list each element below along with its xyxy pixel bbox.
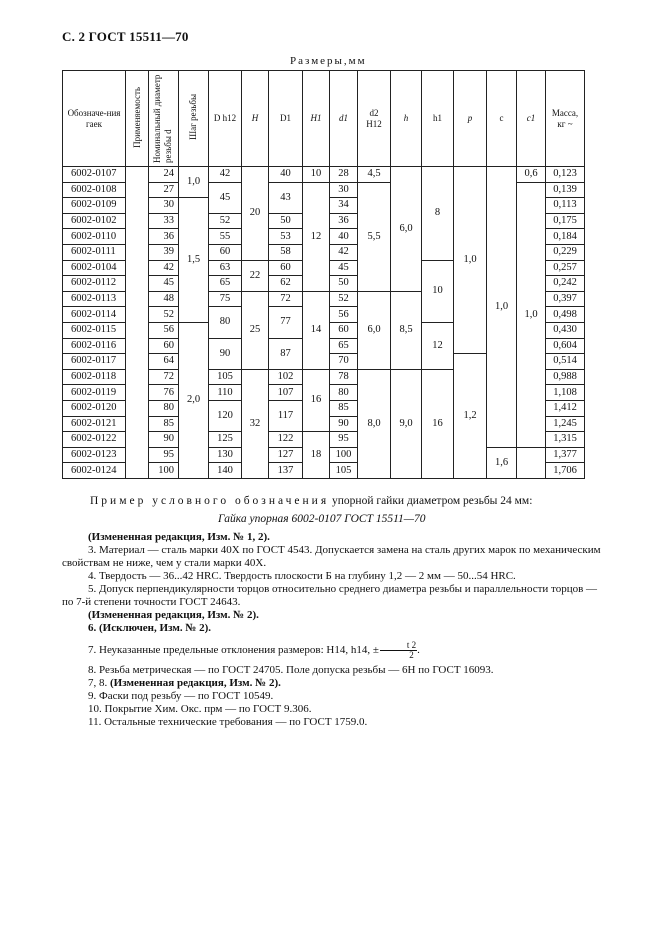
cell-D1: 50 <box>269 213 303 229</box>
cell-d: 42 <box>149 260 179 276</box>
cell-d2: 5,5 <box>358 182 391 291</box>
cell-D: 55 <box>209 229 242 245</box>
cell-D1: 43 <box>269 182 303 213</box>
cell-designation: 6002-0114 <box>63 307 126 323</box>
cell-d: 39 <box>149 244 179 260</box>
cell-D: 65 <box>209 276 242 292</box>
cell-D1: 60 <box>269 260 303 276</box>
cell-mass: 1,108 <box>546 385 585 401</box>
header-d1: d1 <box>330 71 358 167</box>
clause-8: 8. Резьба метрическая — по ГОСТ 24705. Поле допуска резьбы — 6H по ГОСТ 16093. <box>88 664 494 676</box>
cell-mass: 0,123 <box>546 167 585 183</box>
example-designation: Гайка упорная 6002-0107 ГОСТ 15511—70 <box>218 513 426 525</box>
cell-D: 63 <box>209 260 242 276</box>
cell-d1: 80 <box>330 385 358 401</box>
cell-D1: 77 <box>269 307 303 338</box>
header-D1: D1 <box>269 71 303 167</box>
cell-d1: 60 <box>330 322 358 338</box>
cell-designation: 6002-0124 <box>63 463 126 479</box>
cell-d1: 34 <box>330 198 358 214</box>
cell-d: 100 <box>149 463 179 479</box>
cell-H: 22 <box>242 260 269 291</box>
example-title-rest: упорной гайки диаметром резьбы 24 мм: <box>332 495 533 507</box>
cell-d: 48 <box>149 291 179 307</box>
cell-c1: 1,0 <box>517 182 546 447</box>
clause-10: 10. Покрытие Хим. Окс. прм — по ГОСТ 9.306. <box>88 703 312 715</box>
cell-D1: 137 <box>269 463 303 479</box>
cell-D1: 53 <box>269 229 303 245</box>
cell-d1: 105 <box>330 463 358 479</box>
header-thread-step: Шаг резьбы <box>179 71 209 167</box>
cell-mass: 0,988 <box>546 369 585 385</box>
cell-D1: 87 <box>269 338 303 369</box>
cell-D: 60 <box>209 244 242 260</box>
cell-D: 105 <box>209 369 242 385</box>
cell-d1: 90 <box>330 416 358 432</box>
cell-H1: 10 <box>303 167 330 183</box>
cell-designation: 6002-0110 <box>63 229 126 245</box>
cell-H1: 16 <box>303 369 330 431</box>
cell-designation: 6002-0122 <box>63 432 126 448</box>
cell-D1: 58 <box>269 244 303 260</box>
cell-p: 1,0 <box>454 167 487 354</box>
cell-mass: 0,498 <box>546 307 585 323</box>
cell-mass: 1,245 <box>546 416 585 432</box>
cell-h1: 16 <box>422 369 454 478</box>
cell-H: 25 <box>242 291 269 369</box>
cell-d: 24 <box>149 167 179 183</box>
cell-d1: 45 <box>330 260 358 276</box>
cell-h1: 10 <box>422 260 454 322</box>
clause-7: 7. Неуказанные предельные отклонения размеров: H14, h14, ± $\frac{t 2}{2}$ . <box>88 640 420 660</box>
cell-D: 75 <box>209 291 242 307</box>
header-p: p <box>454 71 487 167</box>
cell-d: 72 <box>149 369 179 385</box>
cell-d1: 28 <box>330 167 358 183</box>
cell-d: 36 <box>149 229 179 245</box>
cell-D: 45 <box>209 182 242 213</box>
cell-H: 32 <box>242 369 269 478</box>
cell-D: 80 <box>209 307 242 338</box>
cell-d: 95 <box>149 447 179 463</box>
cell-step: 1,0 <box>179 167 209 198</box>
cell-d: 64 <box>149 354 179 370</box>
cell-designation: 6002-0120 <box>63 400 126 416</box>
cell-designation: 6002-0121 <box>63 416 126 432</box>
cell-c1: 0,6 <box>517 167 546 183</box>
cell-mass: 0,242 <box>546 276 585 292</box>
example-title-spaced: Пример условного обозначения <box>90 495 330 507</box>
cell-d1: 36 <box>330 213 358 229</box>
cell-designation: 6002-0117 <box>63 354 126 370</box>
cell-d: 45 <box>149 276 179 292</box>
edit-note-78: 7, 8. (Измененная редакция, Изм. № 2). <box>88 677 281 689</box>
cell-H1: 12 <box>303 182 330 291</box>
tolerance-fraction: $\frac{t 2}{2}$ <box>380 641 417 660</box>
cell-H1: 18 <box>303 432 330 479</box>
cell-D1: 107 <box>269 385 303 401</box>
cell-D1: 72 <box>269 291 303 307</box>
cell-d: 90 <box>149 432 179 448</box>
cell-designation: 6002-0111 <box>63 244 126 260</box>
cell-d1: 56 <box>330 307 358 323</box>
cell-d: 27 <box>149 182 179 198</box>
header-h1: h1 <box>422 71 454 167</box>
clause-5: 5. Допуск перпендикулярности торцов относительно среднего диаметра резьбы и параллельности торцов — по 7-й степени точности ГОСТ 24643. <box>62 583 598 608</box>
header-mass: Масса, кг ~ <box>546 71 585 167</box>
cell-step: 2,0 <box>179 322 209 478</box>
cell-d1: 100 <box>330 447 358 463</box>
cell-D: 52 <box>209 213 242 229</box>
header-d2: d2 H12 <box>358 71 391 167</box>
cell-d1: 70 <box>330 354 358 370</box>
cell-d1: 65 <box>330 338 358 354</box>
clause-6: 6. (Исключен, Изм. № 2). <box>88 622 212 634</box>
cell-mass: 0,113 <box>546 198 585 214</box>
cell-d1: 95 <box>330 432 358 448</box>
cell-c: 1,0 <box>487 167 517 448</box>
cell-D: 120 <box>209 400 242 431</box>
cell-d: 30 <box>149 198 179 214</box>
header-H: H <box>242 71 269 167</box>
clause-3: 3. Материал — сталь марки 40Х по ГОСТ 4543. Допускается замена на сталь других марок по механическим свойствам не ниже, чем у стали марки 40Х. <box>62 544 601 569</box>
cell-mass: 1,412 <box>546 400 585 416</box>
example-title <box>90 495 532 507</box>
header-H1: H1 <box>303 71 330 167</box>
cell-D: 140 <box>209 463 242 479</box>
cell-c: 1,6 <box>487 447 517 478</box>
cell-d1: 30 <box>330 182 358 198</box>
cell-d1: 50 <box>330 276 358 292</box>
cell-d1: 42 <box>330 244 358 260</box>
cell-mass: 0,514 <box>546 354 585 370</box>
cell-mass: 0,175 <box>546 213 585 229</box>
cell-D: 125 <box>209 432 242 448</box>
cell-mass: 1,315 <box>546 432 585 448</box>
cell-D: 42 <box>209 167 242 183</box>
cell-D: 110 <box>209 385 242 401</box>
cell-d: 60 <box>149 338 179 354</box>
cell-D1: 102 <box>269 369 303 385</box>
cell-D: 130 <box>209 447 242 463</box>
cell-designation: 6002-0116 <box>63 338 126 354</box>
cell-D1: 127 <box>269 447 303 463</box>
cell-H1: 14 <box>303 291 330 369</box>
body-text <box>62 531 602 729</box>
cell-d1: 85 <box>330 400 358 416</box>
cell-d: 76 <box>149 385 179 401</box>
cell-designation: 6002-0112 <box>63 276 126 292</box>
header-applicability: Применяемость <box>126 71 149 167</box>
cell-designation: 6002-0102 <box>63 213 126 229</box>
cell-D: 90 <box>209 338 242 369</box>
clause-4: 4. Твердость — 36...42 HRC. Твердость плоскости Б на глубину 1,2 — 2 мм — 50...54 HRC. <box>88 570 516 582</box>
header-c1: c1 <box>517 71 546 167</box>
page-title: С. 2 ГОСТ 15511—70 <box>62 29 189 44</box>
cell-d2: 4,5 <box>358 167 391 183</box>
cell-designation: 6002-0109 <box>63 198 126 214</box>
cell-mass: 0,430 <box>546 322 585 338</box>
cell-designation: 6002-0118 <box>63 369 126 385</box>
clause-9: 9. Фаски под резьбу — по ГОСТ 10549. <box>88 690 274 702</box>
header-designation: Обозначе-ния гаек <box>63 71 126 167</box>
cell-step: 1,5 <box>179 198 209 323</box>
cell-d: 80 <box>149 400 179 416</box>
cell-D1: 40 <box>269 167 303 183</box>
cell-mass: 1,377 <box>546 447 585 463</box>
edit-note-1: (Измененная редакция, Изм. № 1, 2). <box>88 531 270 543</box>
cell-mass: 0,257 <box>546 260 585 276</box>
cell-applicability <box>126 167 149 479</box>
cell-D1: 62 <box>269 276 303 292</box>
cell-designation: 6002-0107 <box>63 167 126 183</box>
header-thread-diameter: Номинальный диаметр резьбы d <box>149 71 179 167</box>
cell-designation: 6002-0108 <box>63 182 126 198</box>
cell-designation: 6002-0119 <box>63 385 126 401</box>
cell-mass: 0,184 <box>546 229 585 245</box>
cell-h: 9,0 <box>391 369 422 478</box>
cell-c1 <box>517 447 546 478</box>
cell-d1: 40 <box>330 229 358 245</box>
cell-designation: 6002-0123 <box>63 447 126 463</box>
cell-d2: 6,0 <box>358 291 391 369</box>
table-caption: Размеры,мм <box>290 55 367 67</box>
cell-designation: 6002-0113 <box>63 291 126 307</box>
cell-H: 20 <box>242 167 269 261</box>
dimensions-table <box>62 70 585 479</box>
table-header-row <box>63 71 585 167</box>
cell-d: 33 <box>149 213 179 229</box>
cell-d1: 52 <box>330 291 358 307</box>
cell-mass: 0,397 <box>546 291 585 307</box>
clause-11: 11. Остальные технические требования — по ГОСТ 1759.0. <box>88 716 368 728</box>
cell-h1: 12 <box>422 322 454 369</box>
cell-designation: 6002-0115 <box>63 322 126 338</box>
cell-h1: 8 <box>422 167 454 261</box>
cell-mass: 0,604 <box>546 338 585 354</box>
header-c: c <box>487 71 517 167</box>
cell-d: 56 <box>149 322 179 338</box>
cell-mass: 0,139 <box>546 182 585 198</box>
cell-d1: 78 <box>330 369 358 385</box>
cell-D1: 122 <box>269 432 303 448</box>
table-row <box>63 167 585 183</box>
cell-d2: 8,0 <box>358 369 391 478</box>
cell-designation: 6002-0104 <box>63 260 126 276</box>
cell-mass: 0,229 <box>546 244 585 260</box>
header-D: D h12 <box>209 71 242 167</box>
cell-p: 1,2 <box>454 354 487 479</box>
cell-h: 6,0 <box>391 167 422 292</box>
edit-note-2: (Измененная редакция, Изм. № 2). <box>88 609 259 621</box>
cell-d: 85 <box>149 416 179 432</box>
header-h: h <box>391 71 422 167</box>
cell-d: 52 <box>149 307 179 323</box>
cell-h: 8,5 <box>391 291 422 369</box>
cell-D1: 117 <box>269 400 303 431</box>
cell-mass: 1,706 <box>546 463 585 479</box>
